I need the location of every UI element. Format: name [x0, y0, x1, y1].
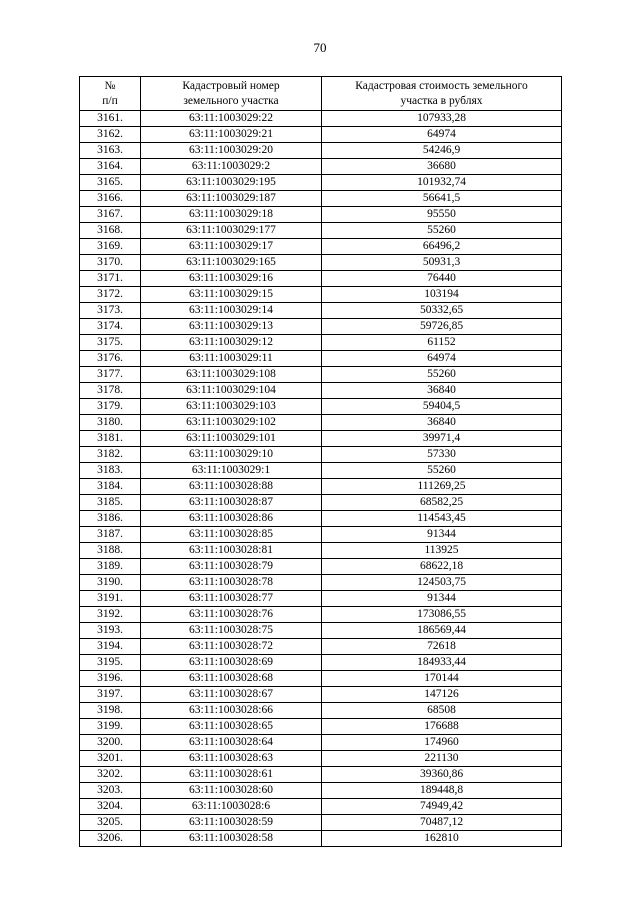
cadastral-number-cell: 63:11:1003029:10: [141, 447, 322, 463]
cadastral-value-cell: 173086,55: [322, 607, 562, 623]
table-row: [80, 191, 562, 207]
cadastral-value-cell: 61152: [322, 335, 562, 351]
row-number-cell: 3175.: [80, 335, 141, 351]
cadastral-number-cell: 63:11:1003029:17: [141, 239, 322, 255]
cadastral-number-cell: 63:11:1003028:67: [141, 687, 322, 703]
cadastral-value-cell: 72618: [322, 639, 562, 655]
cadastral-value-cell: 101932,74: [322, 175, 562, 191]
cadastral-value-cell: 74949,42: [322, 799, 562, 815]
cadastral-number-cell: 63:11:1003028:75: [141, 623, 322, 639]
cadastral-value-cell: 68508: [322, 703, 562, 719]
cadastral-number-cell: 63:11:1003029:22: [141, 111, 322, 127]
cadastral-value-cell: 36680: [322, 159, 562, 175]
cadastral-value-cell: 76440: [322, 271, 562, 287]
cadastral-number-cell: 63:11:1003028:77: [141, 591, 322, 607]
cadastral-value-cell: 68582,25: [322, 495, 562, 511]
table-row: [80, 543, 562, 559]
cadastral-number-cell: 63:11:1003029:104: [141, 383, 322, 399]
row-number-cell: 3191.: [80, 591, 141, 607]
cadastral-number-cell: 63:11:1003028:69: [141, 655, 322, 671]
table-row: [80, 783, 562, 799]
table-row: [80, 111, 562, 127]
header-cadastral-number: [141, 77, 322, 111]
row-number-cell: 3178.: [80, 383, 141, 399]
row-number-cell: 3187.: [80, 527, 141, 543]
table-row: [80, 831, 562, 847]
row-number-cell: 3201.: [80, 751, 141, 767]
cadastral-number-cell: 63:11:1003029:13: [141, 319, 322, 335]
cadastral-value-cell: 189448,8: [322, 783, 562, 799]
row-number-cell: 3196.: [80, 671, 141, 687]
cadastral-value-cell: 186569,44: [322, 623, 562, 639]
cadastral-number-cell: 63:11:1003028:86: [141, 511, 322, 527]
header-number-line2: п/п: [102, 94, 118, 107]
cadastral-value-cell: 111269,25: [322, 479, 562, 495]
cadastral-value-cell: 55260: [322, 367, 562, 383]
row-number-cell: 3197.: [80, 687, 141, 703]
cadastral-number-cell: 63:11:1003028:6: [141, 799, 322, 815]
row-number-cell: 3177.: [80, 367, 141, 383]
cadastral-number-cell: 63:11:1003029:2: [141, 159, 322, 175]
cadastral-value-cell: 66496,2: [322, 239, 562, 255]
table-row: [80, 303, 562, 319]
cadastral-value-cell: 59404,5: [322, 399, 562, 415]
cadastral-number-cell: 63:11:1003029:102: [141, 415, 322, 431]
table-row: [80, 815, 562, 831]
cadastral-value-cell: 91344: [322, 527, 562, 543]
cadastral-value-cell: 59726,85: [322, 319, 562, 335]
row-number-cell: 3192.: [80, 607, 141, 623]
cadastral-number-cell: 63:11:1003028:60: [141, 783, 322, 799]
table-row: [80, 271, 562, 287]
cadastral-number-cell: 63:11:1003029:108: [141, 367, 322, 383]
cadastral-value-cell: 55260: [322, 463, 562, 479]
cadastral-number-cell: 63:11:1003029:195: [141, 175, 322, 191]
table-row: [80, 335, 562, 351]
table-row: [80, 719, 562, 735]
table-header-row: [80, 77, 562, 111]
row-number-cell: 3169.: [80, 239, 141, 255]
cadastral-number-cell: 63:11:1003028:68: [141, 671, 322, 687]
cadastral-number-cell: 63:11:1003028:72: [141, 639, 322, 655]
table-row: [80, 575, 562, 591]
cadastral-number-cell: 63:11:1003029:15: [141, 287, 322, 303]
cadastral-number-cell: 63:11:1003028:63: [141, 751, 322, 767]
cadastral-number-cell: 63:11:1003029:21: [141, 127, 322, 143]
cadastral-value-cell: 184933,44: [322, 655, 562, 671]
table-row: [80, 143, 562, 159]
header-number-line1: №: [104, 79, 116, 92]
cadastral-number-cell: 63:11:1003029:20: [141, 143, 322, 159]
cadastral-value-cell: 68622,18: [322, 559, 562, 575]
row-number-cell: 3206.: [80, 831, 141, 847]
table-row: [80, 751, 562, 767]
row-number-cell: 3194.: [80, 639, 141, 655]
table-row: [80, 383, 562, 399]
header-number: [80, 77, 141, 111]
cadastral-value-cell: 55260: [322, 223, 562, 239]
cadastral-value-cell: 174960: [322, 735, 562, 751]
row-number-cell: 3200.: [80, 735, 141, 751]
table-row: [80, 639, 562, 655]
cadastral-value-cell: 113925: [322, 543, 562, 559]
cadastral-number-cell: 63:11:1003028:64: [141, 735, 322, 751]
cadastral-number-cell: 63:11:1003028:81: [141, 543, 322, 559]
table-row: [80, 207, 562, 223]
header-cadastral-number-line2: земельного участка: [183, 94, 279, 107]
cadastral-number-cell: 63:11:1003029:101: [141, 431, 322, 447]
table-row: [80, 607, 562, 623]
cadastral-value-cell: 54246,9: [322, 143, 562, 159]
table-row: [80, 703, 562, 719]
row-number-cell: 3180.: [80, 415, 141, 431]
row-number-cell: 3188.: [80, 543, 141, 559]
table-row: [80, 399, 562, 415]
cadastral-number-cell: 63:11:1003029:103: [141, 399, 322, 415]
row-number-cell: 3189.: [80, 559, 141, 575]
cadastral-number-cell: 63:11:1003028:79: [141, 559, 322, 575]
table-row: [80, 671, 562, 687]
cadastral-value-cell: 170144: [322, 671, 562, 687]
cadastral-number-cell: 63:11:1003028:61: [141, 767, 322, 783]
cadastral-value-cell: 64974: [322, 351, 562, 367]
cadastral-value-cell: 36840: [322, 415, 562, 431]
table-row: [80, 351, 562, 367]
cadastral-number-cell: 63:11:1003029:11: [141, 351, 322, 367]
header-cadastral-value: [322, 77, 562, 111]
cadastral-value-cell: 70487,12: [322, 815, 562, 831]
header-cadastral-value-line2: участка в рублях: [400, 94, 483, 107]
table-row: [80, 239, 562, 255]
row-number-cell: 3202.: [80, 767, 141, 783]
row-number-cell: 3203.: [80, 783, 141, 799]
cadastral-number-cell: 63:11:1003028:58: [141, 831, 322, 847]
cadastral-value-cell: 50332,65: [322, 303, 562, 319]
cadastral-number-cell: 63:11:1003028:65: [141, 719, 322, 735]
cadastral-value-cell: 221130: [322, 751, 562, 767]
row-number-cell: 3181.: [80, 431, 141, 447]
cadastral-number-cell: 63:11:1003028:76: [141, 607, 322, 623]
row-number-cell: 3166.: [80, 191, 141, 207]
table-row: [80, 559, 562, 575]
row-number-cell: 3165.: [80, 175, 141, 191]
table-row: [80, 495, 562, 511]
row-number-cell: 3186.: [80, 511, 141, 527]
cadastral-number-cell: 63:11:1003029:165: [141, 255, 322, 271]
table-row: [80, 367, 562, 383]
row-number-cell: 3185.: [80, 495, 141, 511]
row-number-cell: 3171.: [80, 271, 141, 287]
cadastral-number-cell: 63:11:1003029:18: [141, 207, 322, 223]
table-row: [80, 127, 562, 143]
page-number: 70: [313, 40, 327, 55]
table-row: [80, 767, 562, 783]
cadastral-number-cell: 63:11:1003029:1: [141, 463, 322, 479]
cadastral-number-cell: 63:11:1003029:14: [141, 303, 322, 319]
row-number-cell: 3167.: [80, 207, 141, 223]
row-number-cell: 3199.: [80, 719, 141, 735]
table-row: [80, 255, 562, 271]
row-number-cell: 3193.: [80, 623, 141, 639]
cadastral-value-cell: 95550: [322, 207, 562, 223]
table-row: [80, 479, 562, 495]
header-cadastral-number-line1: Кадастровый номер: [182, 79, 280, 92]
table-row: [80, 655, 562, 671]
table-row: [80, 463, 562, 479]
table-row: [80, 159, 562, 175]
row-number-cell: 3195.: [80, 655, 141, 671]
table-row: [80, 527, 562, 543]
table-row: [80, 415, 562, 431]
table-body: [80, 111, 562, 847]
cadastral-value-cell: 103194: [322, 287, 562, 303]
row-number-cell: 3163.: [80, 143, 141, 159]
cadastral-value-cell: 64974: [322, 127, 562, 143]
table-row: [80, 431, 562, 447]
row-number-cell: 3168.: [80, 223, 141, 239]
row-number-cell: 3183.: [80, 463, 141, 479]
cadastral-value-cell: 91344: [322, 591, 562, 607]
cadastral-number-cell: 63:11:1003029:12: [141, 335, 322, 351]
row-number-cell: 3198.: [80, 703, 141, 719]
row-number-cell: 3182.: [80, 447, 141, 463]
table-row: [80, 735, 562, 751]
cadastral-value-cell: 147126: [322, 687, 562, 703]
cadastral-number-cell: 63:11:1003028:66: [141, 703, 322, 719]
table-row: [80, 287, 562, 303]
row-number-cell: 3205.: [80, 815, 141, 831]
cadastral-number-cell: 63:11:1003028:78: [141, 575, 322, 591]
cadastral-value-cell: 39971,4: [322, 431, 562, 447]
row-number-cell: 3173.: [80, 303, 141, 319]
row-number-cell: 3190.: [80, 575, 141, 591]
table-row: [80, 687, 562, 703]
cadastral-value-cell: 107933,28: [322, 111, 562, 127]
cadastral-number-cell: 63:11:1003028:88: [141, 479, 322, 495]
row-number-cell: 3161.: [80, 111, 141, 127]
cadastral-number-cell: 63:11:1003028:87: [141, 495, 322, 511]
row-number-cell: 3174.: [80, 319, 141, 335]
row-number-cell: 3179.: [80, 399, 141, 415]
cadastral-value-cell: 176688: [322, 719, 562, 735]
row-number-cell: 3184.: [80, 479, 141, 495]
row-number-cell: 3204.: [80, 799, 141, 815]
table-row: [80, 447, 562, 463]
row-number-cell: 3164.: [80, 159, 141, 175]
cadastral-number-cell: 63:11:1003029:177: [141, 223, 322, 239]
header-cadastral-value-line1: Кадастровая стоимость земельного: [355, 79, 528, 92]
table-row: [80, 799, 562, 815]
table-row: [80, 175, 562, 191]
row-number-cell: 3176.: [80, 351, 141, 367]
cadastral-value-cell: 114543,45: [322, 511, 562, 527]
cadastral-value-cell: 57330: [322, 447, 562, 463]
cadastral-table: [79, 76, 562, 847]
cadastral-value-cell: 56641,5: [322, 191, 562, 207]
table-row: [80, 511, 562, 527]
cadastral-value-cell: 124503,75: [322, 575, 562, 591]
cadastral-number-cell: 63:11:1003029:16: [141, 271, 322, 287]
cadastral-number-cell: 63:11:1003028:85: [141, 527, 322, 543]
cadastral-number-cell: 63:11:1003029:187: [141, 191, 322, 207]
table-row: [80, 591, 562, 607]
table-row: [80, 623, 562, 639]
cadastral-value-cell: 162810: [322, 831, 562, 847]
row-number-cell: 3162.: [80, 127, 141, 143]
cadastral-value-cell: 36840: [322, 383, 562, 399]
cadastral-value-cell: 39360,86: [322, 767, 562, 783]
cadastral-value-cell: 50931,3: [322, 255, 562, 271]
table-row: [80, 223, 562, 239]
cadastral-number-cell: 63:11:1003028:59: [141, 815, 322, 831]
row-number-cell: 3170.: [80, 255, 141, 271]
table-row: [80, 319, 562, 335]
row-number-cell: 3172.: [80, 287, 141, 303]
